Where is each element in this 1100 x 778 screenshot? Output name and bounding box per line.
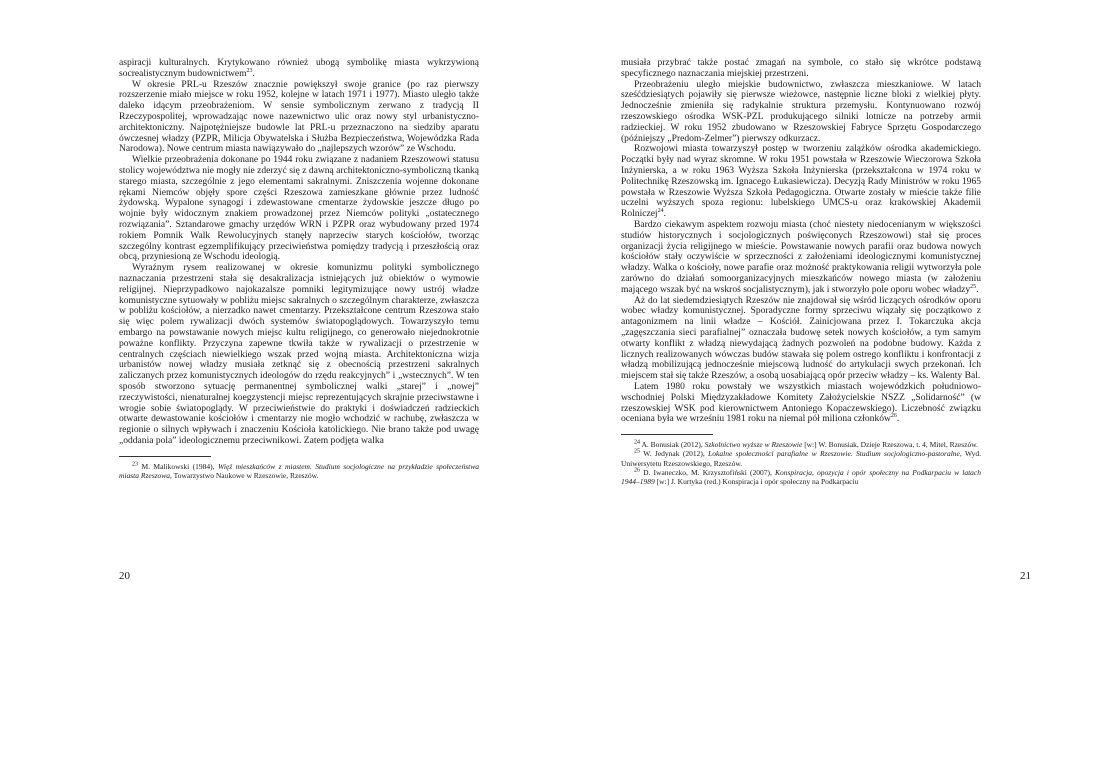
body-paragraph <box>621 382 981 425</box>
body-paragraph <box>119 80 479 156</box>
paragraph-text: musiała przybrać także postać zmagań na symbole, co stało się wkrótce podstawą specyficznego naznaczania miejskiej przestrzeni. <box>621 57 981 79</box>
footnote <box>621 468 981 486</box>
paragraph-text: Wielkie przeobrażenia dokonane po 1944 roku związane z nadaniem Rzeszowowi statusu stolicy województwa nie mogły nie zderzyć się z dawną architektoniczno-symboliczną tkanką starego miasta, szczególnie z jego elementami sakralnymi. Zniszczenia wojenne dokonane rękami Niemców objęły spore części Rzeszowa zamieszkane głównie przez ludność żydowską. Wypalone synagogi i zdewastowane cmentarze żydowskie jeszcze długo po wojnie były widocznym znakiem prowadzonej przez Niemców polityki „ostatecznego rozwiązania”. Sztandarowe gmachy urzędów WRN i PZPR oraz wybudowany przed 1974 rokiem Pomnik Walk Rewolucyjnych stanęły naprzeciw starych kościołów, tworząc szczególny kontrast egzemplifikujący przeciwieństwa pomiędzy tradycją i przeszłością oraz obcą, przyniesioną ze Wschodu ideologią. <box>119 154 479 263</box>
footnote-title: Więź mieszkańców z miastem. Studium socjologiczne na przykładzie społeczeństwa miasta Rzeszowa, <box>119 461 480 480</box>
paragraph-text: Bardzo ciekawym aspektem rozwoju miasta (choć niestety niedocenianym w większości studiów historycznych i socjologicznych poświęconych Rzeszowowi) stał się proces organizacji życia religijnego w mieście. Powstawanie nowych parafii oraz budowa nowych kościołów stały oczywiście w sprzeczności z założeniami ideologicznymi komunistycznej władzy. Walka o kościoły, nowe parafie oraz możność praktykowania religii wytworzyła pole zarówno do działań somoorganizacyjnych mieszkańców nowego miasta (w założeniu mającego wszak być na wskroś socjalistycznym), jak i stworzyło pole oporu wobec władzy <box>621 218 981 295</box>
paragraph-tail: . <box>663 208 666 220</box>
footnote <box>621 440 981 449</box>
footnote-author: A. Bonusiak (2012), <box>641 440 703 450</box>
footnote-title: Konspiracja, opozycja i opór społeczny na Podkarpaciu w latach 1944–1989 <box>621 467 981 486</box>
footnote-source: [w:] W. Bonusiak, Dzieje Rzeszowa, t. 4, Mitel, Rzeszów. <box>804 440 979 450</box>
footnote-number: 25 <box>634 448 640 455</box>
footnote-marker: 25 <box>970 283 977 290</box>
footnote-title: Lokalne społeczności parafialne w Rzeszowie. Studium socjologiczno-pastoralne, <box>708 449 962 459</box>
footnote-number: 23 <box>132 461 138 468</box>
body-paragraph <box>119 155 479 263</box>
paragraph-text: W okresie PRL-u Rzeszów znacznie powiększył swoje granice (po raz pierwszy rozszerzenie miało miejsce w roku 1952, kolejne w latach 1971 i 1977). Miasto uległo także daleko idącym przeobrażeniom. W sensie symbolicznym zerwano z tradycją II Rzeczypospolitej, wprowadzając nowe nazewnictwo ulic oraz nowy styl urbanistyczno-architektoniczny. Najpotężniejsze budowle lat PRL-u przeznaczono na siedziby aparatu ówczesnej władzy (PZPR, Milicja Obywatelska i Służba Bezpieczeństwa, Wojewódzka Rada Narodowa). Nowe centrum miasta nawiązywało do „najlepszych wzorów” ze Wschodu. <box>119 78 479 155</box>
page-number-right: 21 <box>1020 570 1031 582</box>
footnote-author: D. Iwaneczko, M. Krzysztofiński (2007), <box>643 467 772 477</box>
body-paragraph <box>621 220 981 296</box>
paragraph-text: Aż do lat siedemdziesiątych Rzeszów nie znajdował się wśród liczących ośrodków oporu wobec władzy komunistycznej. Sporadyczne formy sprzeciwu wiązały się początkowo z antagonizmem na linii władze – Kościół. Zainicjowana przez I. Tokarczuka akcja „zagęszczania sieci parafialnej” oznaczała budowę setek nowych kościołów, a tym samym otwarty konflikt z władzą niewydającą żadnych pozwoleń na podobne budowy. Każda z licznych realizowanych wówczas budów stawała się polem ostrego konfliktu i konfrontacji z władzą mobilizującą jednocześnie miejscową ludność do artykulacji swych przekonań. Ich miejscem stał się także Rzeszów, a osobą uosabiającą opór przeciw władzy – ks. Walenty Bal. <box>621 294 981 382</box>
left-footnotes <box>119 462 479 480</box>
footnote <box>119 462 479 480</box>
body-paragraph <box>119 263 479 447</box>
footnote-author: M. Malikowski (1984), <box>141 461 215 471</box>
body-paragraph <box>119 58 479 80</box>
page-number-left: 20 <box>119 570 130 582</box>
body-paragraph <box>621 58 981 80</box>
paragraph-text: Wyraźnym rysem realizowanej w okresie komunizmu polityki symbolicznego naznaczania przestrzeni stała się desakralizacja istniejących już obiektów o wymowie religijnej. Nieprzypadkowo najokazalsze pomniki legitymizujące nowy ustrój władze komunistyczne sytuowały w pobliżu miejsc sakralnych o szczególnym charakterze, zwłaszcza w pobliżu kościołów, a nierzadko nawet cmentarzy. Przekształcone centrum Rzeszowa stało się więc polem rywalizacji dwóch systemów światopoglądowych. Towarzyszyło temu embargo na powstawanie nowych miejsc kultu religijnego, co generowało niejednokrotnie poważne konflikty. Przyczyna zapewne tkwiła także w rywalizacji o przestrzenie w centralnych częściach niewielkiego wszak przed wojną miasta. Architektoniczna wizja urbanistów nowej władzy musiała zetknąć się z obecnością przestrzeni sakralnych zaliczanych przez komunistycznych ideologów do rzędu reakcyjnych” i „wstecznych”. W ten sposób stworzono sytuację permanentnej symbolicznej walki „starej” i „nowej” rzeczywistości, nienaturalnej koegzystencji miejsc reprezentujących skrajnie przeciwstawne i wrogie sobie światopoglądy. W przeciwieństwie do praktyki i doświadczeń radzieckich otwarte dewastowanie kościołów i cmentarzy nie mogło wchodzić w rachubę, zwłaszcza w regionie o silnych wpływach i znaczeniu Kościoła katolickiego. Nie brano także pod uwagę „oddania pola” ideologicznemu przeciwnikowi. Zatem podjęta walka <box>119 262 479 446</box>
footnote-author: W. Jedynak (2012), <box>643 449 705 459</box>
footnote-marker: 24 <box>657 207 664 214</box>
paragraph-text: Latem 1980 roku powstały we wszystkich miastach wojewódzkich południowo-wschodniej Polski Międzyzakładowe Komitety Założycielskie NSZZ „Solidarność” (w rzeszowskiej WSK pod kierownictwem Antoniego Kopaczewskiego). Liczebność związku oceniana była we wrześniu 1981 roku na niemal pół miliona członków <box>621 380 981 425</box>
footnote-source: Wyd. Uniwersytetu Rzeszowskiego, Rzeszów. <box>621 449 981 468</box>
footnote-marker: 23 <box>246 67 253 74</box>
footnote-rule <box>621 434 713 435</box>
footnote-rule <box>119 456 211 457</box>
paragraph-tail: . <box>252 67 255 79</box>
paragraph-text: Przeobrażeniu uległo miejskie budownictwo, zwłaszcza mieszkaniowe. W latach sześćdziesiątych pojawiły się pierwsze wieżowce, następnie liczne bloki z wielkiej płyty. Jednocześnie zmieniła się radykalnie struktura przemysłu. Kontynuowano rozwój rzeszowskiego ośrodka WSK-PZL produkującego silniki lotnicze na potrzeby armii radzieckiej. W roku 1952 zbudowano w Rzeszowskiej Fabryce Sprzętu Gospodarczego (późniejszy „Predom-Zelmer”) pierwszy odkurzacz. <box>621 78 981 144</box>
left-page <box>119 58 479 480</box>
right-page <box>621 58 981 486</box>
footnote-source: [w:] J. Kurtyka (red.) Konspiracja i opór społeczny na Podkarpaciu <box>656 476 859 486</box>
footnote <box>621 449 981 467</box>
footnote-number: 24 <box>634 439 640 446</box>
left-body <box>119 58 479 447</box>
body-paragraph <box>621 80 981 145</box>
footnote-number: 26 <box>634 467 640 474</box>
right-footnotes <box>621 440 981 486</box>
body-paragraph <box>621 144 981 220</box>
paragraph-tail: . <box>896 413 900 425</box>
footnote-source: Towarzystwo Naukowe w Rzeszowie, Rzeszów. <box>173 470 319 480</box>
footnote-title: Szkolnictwo wyższe w Rzeszowie <box>704 440 803 450</box>
footnote-marker: 26 <box>890 413 897 420</box>
paragraph-text: aspiracji kulturalnych. Krytykowano również ubogą symbolikę miasta wykrzywioną socrealistycznym budownictwem <box>119 57 479 79</box>
right-body <box>621 58 981 425</box>
paragraph-tail: . <box>976 283 979 295</box>
paragraph-text: Rozwojowi miasta towarzyszył postęp w tworzeniu zalążków ośrodka akademickiego. Początki były nad wyraz skromne. W roku 1951 powstała w Rzeszowie Wieczorowa Szkoła Inżynierska, a w roku 1963 Wyższa Szkoła Inżynierska (przekształcona w 1974 roku w Politechnikę Rzeszowską im. Ignacego Łukasiewicza). Decyzją Rady Ministrów w roku 1965 powstała w Rzeszowie Wyższa Szkoła Pedagogiczna. Otwarte zostały w mieście także filie uczelni wyższych spoza regionu: lubelskiego UMCS-u oraz krakowskiej Akademii Rolniczej <box>621 143 981 220</box>
body-paragraph <box>621 296 981 382</box>
